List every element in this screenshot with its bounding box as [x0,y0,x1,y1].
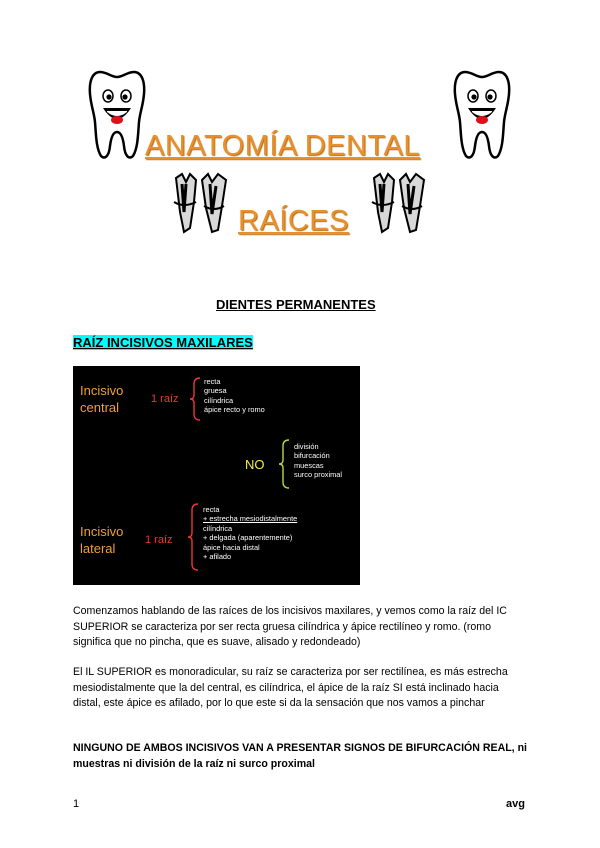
lateral-features-list: recta + estrecha mesiodistalmente cilíndrica + delgada (aparentemente) ápice hacia distal + afilado [203,505,298,562]
lateral-incisor-label: Incisivo lateral [80,524,124,556]
tooth-roots-icon-left [172,172,230,234]
central-root-count: 1 raíz [151,393,179,405]
tooth-roots-icon-right [370,172,428,234]
author-initials: avg [506,798,525,810]
brace-no [278,438,292,490]
document-title: ANATOMÍA DENTAL [145,130,420,162]
section-heading: DIENTES PERMANENTES [216,297,376,312]
incisor-roots-scheme [73,366,360,585]
subsection-heading: RAÍZ INCISIVOS MAXILARES [73,335,253,350]
no-label: NO [245,457,265,472]
paragraph-no-bifurcation: NINGUNO DE AMBOS INCISIVOS VAN A PRESENTAR SIGNOS DE BIFURCACIÓN REAL, ni muestras ni división de la raíz ni surco proximal [73,742,527,770]
brace-central [189,376,203,422]
paragraph-lateral-incisor: El IL SUPERIOR es monoradicular, su raíz se caracteriza por ser rectilínea, es más estrecha mesiodistalmente que la del central, es cilíndrica, el ápice de la raíz SI está inclinado hacia distal, este ápice es afilado, por lo que este si da la sensación que nos vamos a pinchar [73,666,508,709]
central-features-list: recta gruesa cilíndrica ápice recto y romo [204,377,265,415]
tooth-cartoon-icon-left [86,68,148,160]
central-incisor-label: Incisivo central [80,383,124,415]
paragraph-central-incisor: Comenzamos hablando de las raíces de los incisivos maxilares, y vemos como la raíz del IC SUPERIOR se caracteriza por ser recta gruesa cilíndrica y ápice rectilíneo y romo. (romo significa que no pincha, que es suave, alisado y redondeado) [73,605,507,648]
document-subtitle: RAÍCES [238,205,349,237]
page-number: 1 [73,798,80,810]
no-features-list: división bifurcación muescas surco proximal [294,442,343,480]
tooth-cartoon-icon-right [451,68,513,160]
brace-lateral [187,502,201,572]
lateral-root-count: 1 raíz [145,534,173,546]
